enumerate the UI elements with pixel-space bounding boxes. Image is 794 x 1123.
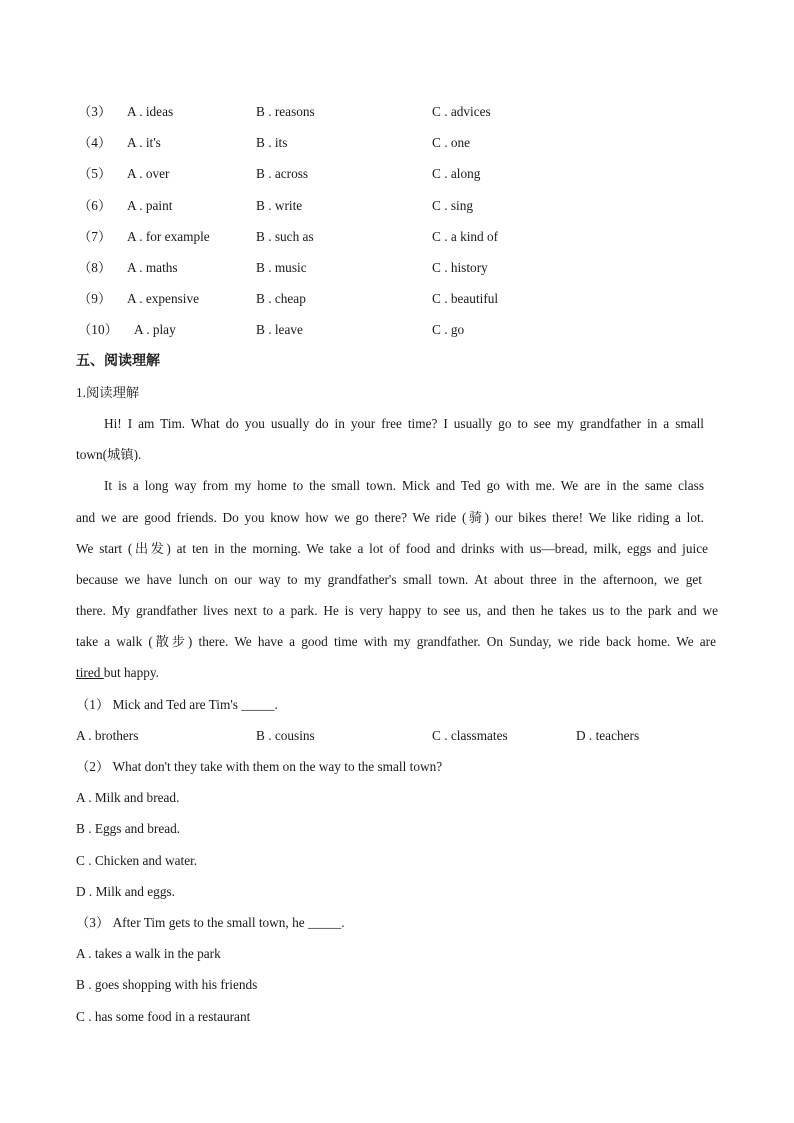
cloze-number: （5） <box>78 166 112 181</box>
underlined-word: tired <box>76 665 104 680</box>
question-2-option-d: D . Milk and eggs. <box>76 884 175 899</box>
cloze-option-a: A . ideas <box>127 104 174 119</box>
subsection-title: 1.阅读理解 <box>76 385 140 400</box>
cloze-option-b: B . leave <box>256 322 303 337</box>
question-2-option-a: A . Milk and bread. <box>76 790 180 805</box>
question-3-option-a: A . takes a walk in the park <box>76 946 221 961</box>
cloze-option-a: A . it's <box>127 135 161 150</box>
cloze-option-b: B . reasons <box>256 104 315 119</box>
cloze-option-c: C . go <box>432 322 465 337</box>
cloze-number: （10） <box>78 322 118 337</box>
cloze-option-c: C . along <box>432 166 481 181</box>
cloze-option-b: B . across <box>256 166 309 181</box>
cloze-option-c: C . advices <box>432 104 491 119</box>
question-3-stem: （3） After Tim gets to the small town, he _____. <box>76 915 345 930</box>
cloze-number: （6） <box>78 198 112 213</box>
cloze-option-c: C . a kind of <box>432 229 499 244</box>
question-1-option-d: D . teachers <box>576 728 640 743</box>
cloze-number: （7） <box>78 229 112 244</box>
cloze-option-a: A . for example <box>127 229 210 244</box>
question-1-option-b: B . cousins <box>256 728 315 743</box>
cloze-option-b: B . write <box>256 198 303 213</box>
cloze-option-b: B . music <box>256 260 307 275</box>
cloze-option-b: B . such as <box>256 229 314 244</box>
cloze-option-a: A . maths <box>127 260 178 275</box>
question-2-option-b: B . Eggs and bread. <box>76 821 181 836</box>
passage-line: Hi! I am Tim. What do you usually do in your free time? I usually go to see my grandfather in a small <box>104 416 704 431</box>
cloze-option-a: A . expensive <box>127 291 200 306</box>
question-1-option-a: A . brothers <box>76 728 139 743</box>
passage-text: but happy. <box>103 665 159 680</box>
passage-line: because we have lunch on our way to my grandfather's small town. At about three in the afternoon, we get <box>76 572 702 587</box>
cloze-option-b: B . its <box>256 135 288 150</box>
passage-line: and we are good friends. Do you know how we go there? We ride (骑) our bikes there! We like riding a lot. <box>76 510 704 525</box>
section-title: 五、阅读理解 <box>76 353 160 369</box>
question-1-option-c: C . classmates <box>432 728 508 743</box>
question-3-option-c: C . has some food in a restaurant <box>76 1009 251 1024</box>
cloze-number: （9） <box>78 291 112 306</box>
passage-line: It is a long way from my home to the small town. Mick and Ted go with me. We are in the same class <box>104 478 704 493</box>
cloze-number: （4） <box>78 135 112 150</box>
cloze-option-b: B . cheap <box>256 291 306 306</box>
passage-last-line <box>76 664 716 682</box>
cloze-option-c: C . sing <box>432 198 474 213</box>
cloze-option-a: A . over <box>127 166 170 181</box>
cloze-option-a: A . paint <box>127 198 173 213</box>
question-2-stem: （2） What don't they take with them on the way to the small town? <box>76 759 443 774</box>
cloze-number: （3） <box>78 104 112 119</box>
question-3-option-b: B . goes shopping with his friends <box>76 977 258 992</box>
passage-line: there. My grandfather lives next to a park. He is very happy to see us, and then he takes us to the park and we <box>76 603 718 618</box>
cloze-option-c: C . history <box>432 260 488 275</box>
passage-line: take a walk (散步) there. We have a good time with my grandfather. On Sunday, we ride back home. We are <box>76 634 716 649</box>
passage-line: We start (出发) at ten in the morning. We take a lot of food and drinks with us—bread, milk, eggs and juice <box>76 541 708 556</box>
question-2-option-c: C . Chicken and water. <box>76 853 198 868</box>
cloze-option-a: A . play <box>134 322 176 337</box>
cloze-number: （8） <box>78 260 112 275</box>
cloze-option-c: C . beautiful <box>432 291 499 306</box>
passage-line: town(城镇). <box>76 447 142 462</box>
question-1-stem: （1） Mick and Ted are Tim's _____. <box>76 697 278 712</box>
cloze-option-c: C . one <box>432 135 471 150</box>
